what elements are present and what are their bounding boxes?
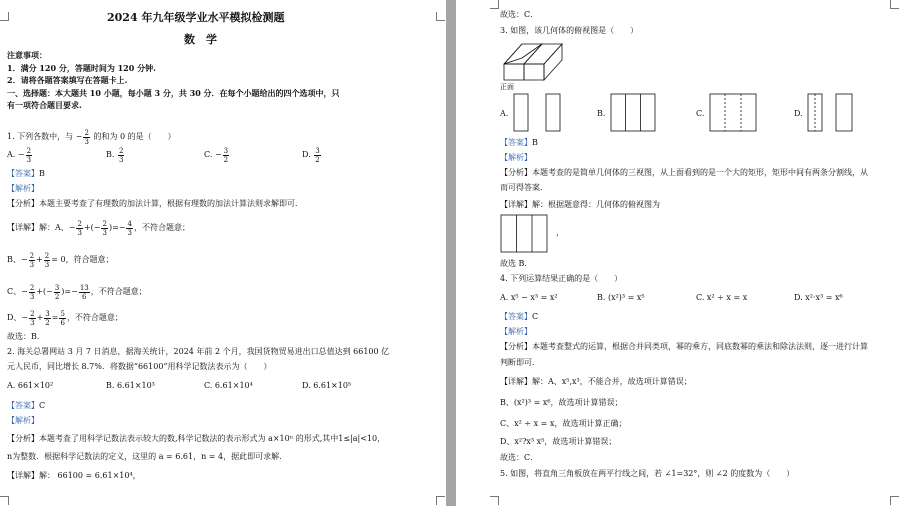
- q1-answer: 【答案】B: [7, 169, 45, 178]
- q3-detail: 【详解】解：根据题意得：几何体的俯视图为: [500, 200, 660, 209]
- q3-front-label: 正面: [500, 83, 514, 91]
- q1-fraction: $\frac{2}{3}$: [84, 128, 89, 146]
- page-left: [0, 0, 446, 506]
- q3-stem: 3. 如图，该几何体的俯视图是（ ）: [500, 26, 639, 35]
- q3-option-a-figure[interactable]: [512, 93, 562, 133]
- q4-analysis-2: 判断即可．: [500, 358, 540, 367]
- q2-answer: 【答案】C: [7, 401, 46, 410]
- q4-result: 故选：C．: [500, 453, 539, 462]
- q4-option-c: C. x² ÷ x = x: [696, 293, 748, 302]
- q2-result: 故选：C．: [500, 10, 539, 19]
- crop-mark: [490, 496, 499, 505]
- q3-option-a-label: A.: [500, 109, 509, 118]
- q1-option-b: B. $\frac{2}{3}$: [106, 146, 124, 164]
- q1-result: 故选：B．: [7, 332, 45, 341]
- q4-option-d: D. x²·x³ = x⁶: [794, 293, 843, 302]
- crop-mark: [436, 12, 445, 21]
- q1-detail-b: B、− $\frac{2}{3}$ + $\frac{2}{3}$ = 0，符合题意；: [7, 251, 114, 269]
- note-2: 2．请将各题答案填写在答题卡上.: [7, 75, 128, 85]
- q2-option-b: B. 6.61×10³: [106, 381, 155, 390]
- q3-explain-label: 【解析】: [500, 153, 532, 162]
- q3-solid-figure: [502, 38, 572, 82]
- q4-detail-b: B、(x²)³ = x⁶，故选项计算错误；: [500, 398, 623, 407]
- q1-option-c: C. − $\frac{3}{2}$: [204, 146, 229, 164]
- notes-heading: 注意事项：: [7, 50, 47, 60]
- crop-mark: [890, 0, 899, 9]
- section-heading-1: 一、选择题：本大题共 10 小题，每小题 3 分，共 30 分．在每个小题给出的四个选项中，只: [7, 88, 340, 98]
- q1-detail-a: 【详解】解：A、− $\frac{2}{3}$ +(− $\frac{2}{3}$ )=− $\frac{4}{3}$ ，不符合题意；: [7, 219, 190, 237]
- crop-mark: [890, 496, 899, 505]
- q2-analysis-1: 【分析】本题考查了用科学记数法表示较大的数,科学记数法的表示形式为 a×10ⁿ 的形式,其中1≤|a|<10，: [7, 434, 386, 443]
- note-1: 1．满分 120 分，答题时间为 120 分钟.: [7, 63, 156, 73]
- q3-answer: 【答案】B: [500, 138, 538, 147]
- q1-detail-d: D、− $\frac{2}{3}$ + $\frac{3}{2}$ = $\frac{5}{6}$ ，不符合题意；: [7, 309, 123, 327]
- q1-analysis: 【分析】本题主要考查了有理数的加法计算，根据有理数的加法计算法则求解即可．: [7, 199, 303, 208]
- q4-detail-c: C、x² ÷ x = x，故选项计算正确；: [500, 419, 627, 428]
- q2-stem-line1: 2. 海关总署网站 3 月 7 日消息，据海关统计，2024 年前 2 个月，我国货物贸易进出口总值达到 66100 亿: [7, 347, 390, 356]
- q3-option-c-label: C.: [696, 109, 705, 118]
- q4-analysis-1: 【分析】本题考查整式的运算，根据合并同类项，幂的乘方，同底数幂的乘法和除法法则，逐一进行计算: [500, 342, 868, 351]
- q3-result: 故选 B．: [500, 259, 533, 268]
- q2-explain-label: 【解析】: [7, 416, 39, 425]
- crop-mark: [490, 0, 499, 9]
- q1-explain-label: 【解析】: [7, 184, 39, 193]
- q3-option-b-figure[interactable]: [609, 93, 657, 133]
- crop-mark: [0, 496, 9, 505]
- q1-detail-c: C、− $\frac{2}{3}$ +(− $\frac{3}{2}$ )=− $\frac{13}{6}$ ，不符合题意；: [7, 283, 147, 301]
- q5-stem: 5. 如图，将直角三角板放在两平行线之间，若 ∠1=32°，则 ∠2 的度数为（ ）: [500, 469, 795, 478]
- q3-detail-comma: ，: [556, 228, 564, 237]
- subject-title: 数 学: [184, 33, 217, 46]
- exam-title: 2024 年九年级学业水平模拟检测题: [107, 11, 285, 24]
- crop-mark: [0, 12, 9, 21]
- q3-option-d-label: D.: [794, 109, 803, 118]
- q2-analysis-2: n为整数．根据科学记数法的定义，这里的 a = 6.61，n = 4，据此即可求解．: [7, 452, 288, 461]
- q4-answer: 【答案】C: [500, 312, 539, 321]
- q4-stem: 4. 下列运算结果正确的是（ ）: [500, 274, 623, 283]
- q3-option-d-figure[interactable]: [806, 93, 854, 133]
- q4-detail-d: D、x²?x³ x⁵，故选项计算错误；: [500, 437, 617, 446]
- q4-option-a: A. x⁵ − x³ = x²: [500, 293, 558, 302]
- q2-option-d: D. 6.61×10⁵: [302, 381, 352, 390]
- q3-option-b-label: B.: [597, 109, 606, 118]
- q4-option-b: B. (x²)³ = x⁵: [597, 293, 645, 302]
- q3-option-c-figure[interactable]: [708, 93, 758, 133]
- q3-analysis-2: 而可得答案．: [500, 183, 548, 192]
- page-gap: [446, 0, 456, 506]
- section-heading-2: 有一项符合题目要求.: [7, 100, 82, 110]
- q2-detail: 【详解】解： 66100 = 6.61×10⁴，: [7, 471, 141, 480]
- q1-option-d: D. $\frac{3}{2}$: [302, 146, 320, 164]
- q1-option-a: A. − $\frac{2}{3}$: [7, 146, 32, 164]
- page-right: [456, 0, 900, 506]
- q2-option-c: C. 6.61×10⁴: [204, 381, 253, 390]
- q4-explain-label: 【解析】: [500, 327, 532, 336]
- q4-detail-a: 【详解】解：A、x⁵,x³，不能合并，故选项计算错误；: [500, 377, 692, 386]
- q1-stem: 1. 下列各数中，与 − $\frac{2}{3}$ 的和为 0 的是（ ）: [7, 128, 176, 146]
- q3-analysis-1: 【分析】本题考查的是简单几何体的三视图，从上面看到的是一个大的矩形，矩形中间有两条分割线，从: [500, 168, 868, 177]
- q2-option-a: A. 661×10²: [7, 381, 54, 390]
- crop-mark: [436, 496, 445, 505]
- q3-detail-figure: [500, 214, 550, 254]
- q2-stem-line2: 元人民币，同比增长 8.7%．将数据“66100”用科学记数法表示为（ ）: [7, 362, 272, 371]
